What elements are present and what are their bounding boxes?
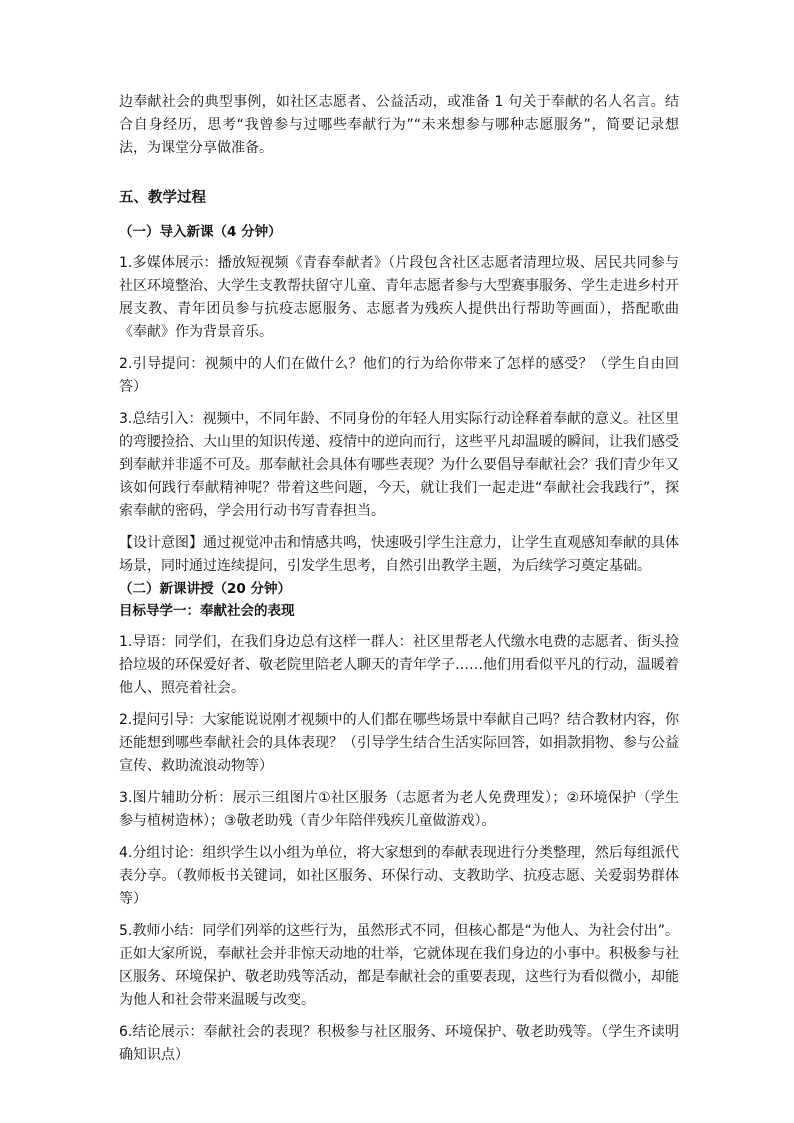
design-intent-paragraph — [119, 532, 679, 578]
lesson-item-1: 1.导语：同学们，在我们身边总有这样一群人：社区里帮老人代缴水电费的志愿者、街头捡拾垃圾的环保爱好者、敬老院里陪老人聊天的青年学子……他们用看似平凡的行动，温暖着他人、照亮着社会。 — [119, 634, 679, 696]
subsection-heading-intro: （一）导入新课（4 分钟） — [119, 224, 282, 240]
intro-item-1: 1.多媒体展示：播放短视频《青春奉献者》（片段包含社区志愿者清理垃圾、居民共同参与社区环境整治、大学生支教帮扶留守儿童、青年志愿者参与大型赛事服务、学生走进乡村开展支教、青年团员参与抗疫志愿服务、志愿者为残疾人提供出行帮助等画面），搭配歌曲《奉献》作为背景音乐。 — [119, 255, 679, 340]
lesson-item-6: 6.结论展示：奉献社会的表现？积极参与社区服务、环境保护、敬老助残等。（学生齐读明确知识点） — [119, 1024, 679, 1063]
design-intent-text: 通过视觉冲击和情感共鸣，快速吸引学生注意力，让学生直观感知奉献的具体场景，同时通过连续提问，引发学生思考，自然引出教学主题，为后续学习奠定基础。 — [119, 535, 679, 574]
intro-item-3: 3.总结引入：视频中，不同年龄、不同身份的年轻人用实际行动诠释着奉献的意义。社区里的弯腰捡拾、大山里的知识传递、疫情中的逆向而行，这些平凡却温暖的瞬间，让我们感受到奉献并非遥不可及。那奉献社会具体有哪些表现？为什么要倡导奉献社会？我们青少年又该如何践行奉献精神呢？带着这些问题，今天，就让我们一起走进“奉献社会我践行”，探索奉献的密码，学会用行动书写青春担当。 — [119, 411, 679, 519]
intro-paragraph: 边奉献社会的典型事例，如社区志愿者、公益活动，或准备 1 句关于奉献的名人名言。结合自身经历，思考“我曾参与过哪些奉献行为”“未来想参与哪种志愿服务”，简要记录想法，为课堂分享做准备。 — [119, 94, 679, 156]
lesson-item-5: 5.教师小结：同学们列举的这些行为，虽然形式不同，但核心都是“为他人、为社会付出”。正如大家所说，奉献社会并非惊天动地的壮举，它就体现在我们身边的小事中。积极参与社区服务、环境保护、敬老助残等活动，都是奉献社会的重要表现，这些行为看似微小，却能为他人和社会带来温暖与改变。 — [119, 923, 679, 1008]
lesson-item-4: 4.分组讨论：组织学生以小组为单位，将大家想到的奉献表现进行分类整理，然后每组派代表分享。（教师板书关键词，如社区服务、环保行动、支教助学、抗疫志愿、关爱弱势群体等） — [119, 845, 679, 907]
section-heading-teaching-process: 五、教学过程 — [119, 190, 206, 206]
goal-heading-1: 目标导学一：奉献社会的表现 — [119, 603, 295, 619]
lesson-item-2: 2.提问引导：大家能说说刚才视频中的人们都在哪些场景中奉献自己吗？结合教材内容，你还能想到哪些奉献社会的具体表现？（引导学生结合生活实际回答，如捐款捐物、参与公益宣传、救助流浪动物等） — [119, 712, 679, 774]
lesson-item-3: 3.图片辅助分析：展示三组图片①社区服务（志愿者为老人免费理发）；②环境保护（学生参与植树造林）；③敬老助残（青少年陪伴残疾儿童做游戏）。 — [119, 790, 679, 829]
document-page — [119, 91, 679, 1067]
intro-item-2: 2.引导提问：视频中的人们在做什么？他们的行为给你带来了怎样的感受？（学生自由回答） — [119, 356, 679, 395]
subsection-heading-new-lesson: （二）新课讲授（20 分钟） — [119, 581, 291, 597]
design-intent-label: 【设计意图】 — [119, 535, 203, 551]
